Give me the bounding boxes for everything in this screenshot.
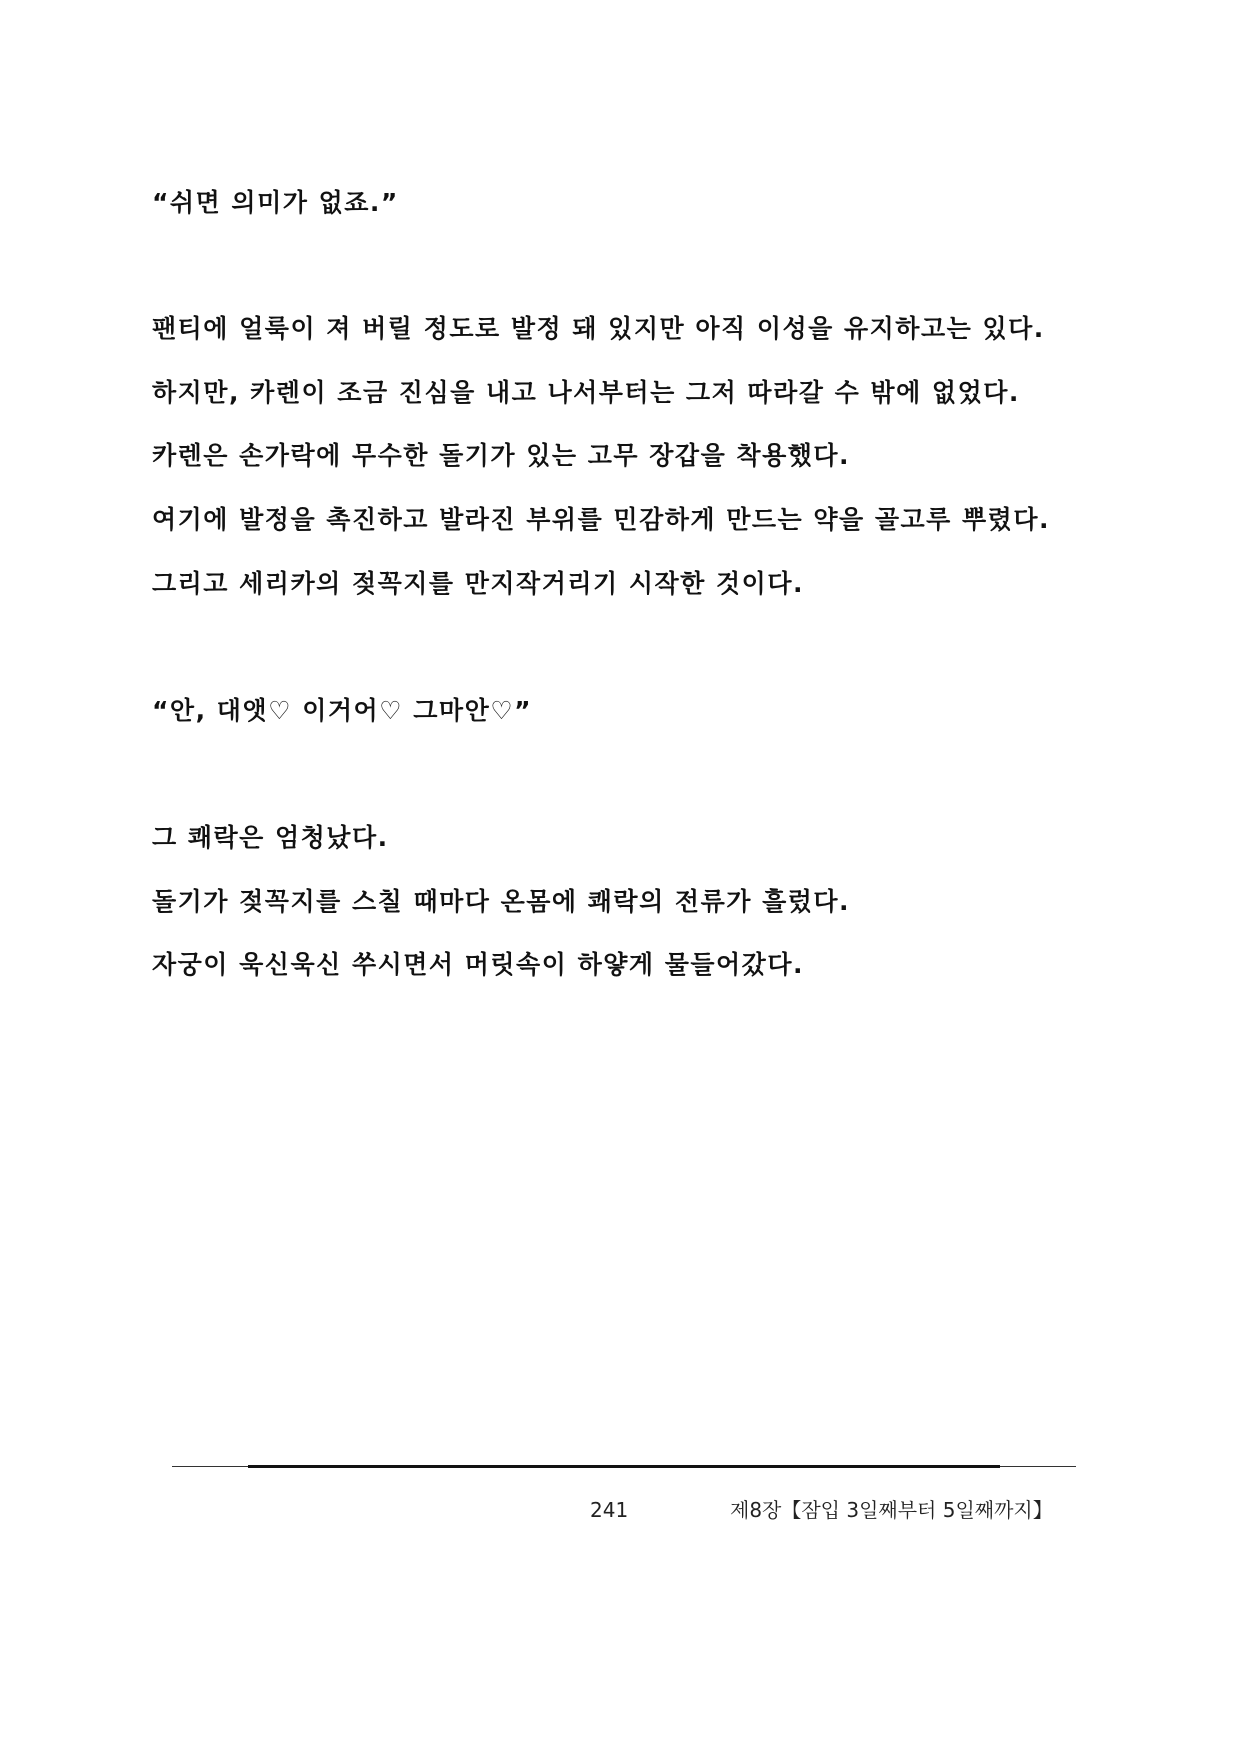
footer-divider-bold [248, 1465, 1000, 1468]
text-line: 그리고 세리카의 젖꼭지를 만지작거리기 시작한 것이다. [152, 569, 804, 598]
text-line: 하지만, 카렌이 조금 진심을 내고 나서부터는 그저 따라갈 수 밖에 없었다. [152, 378, 1020, 407]
chapter-title: 제8장【잠입 3일째부터 5일째까지】 [730, 1498, 1053, 1522]
text-line: 팬티에 얼룩이 져 버릴 정도로 발정 돼 있지만 아직 이성을 유지하고는 있다. [152, 314, 1045, 343]
text-line: “안, 대앳♡ 이거어♡ 그마안♡” [152, 696, 533, 725]
text-line: 카렌은 손가락에 무수한 돌기가 있는 고무 장갑을 착용했다. [152, 441, 851, 470]
text-line: 자궁이 욱신욱신 쑤시면서 머릿속이 하얗게 물들어갔다. [152, 950, 804, 979]
text-line: 돌기가 젖꼭지를 스칠 때마다 온몸에 쾌락의 전류가 흘렀다. [152, 887, 851, 916]
page-number: 241 [590, 1498, 629, 1522]
text-line: 여기에 발정을 촉진하고 발라진 부위를 민감하게 만드는 약을 골고루 뿌렸다. [152, 505, 1050, 534]
text-line: 그 쾌락은 엄청났다. [152, 823, 389, 852]
text-line: “쉬면 의미가 없죠.” [152, 188, 399, 217]
